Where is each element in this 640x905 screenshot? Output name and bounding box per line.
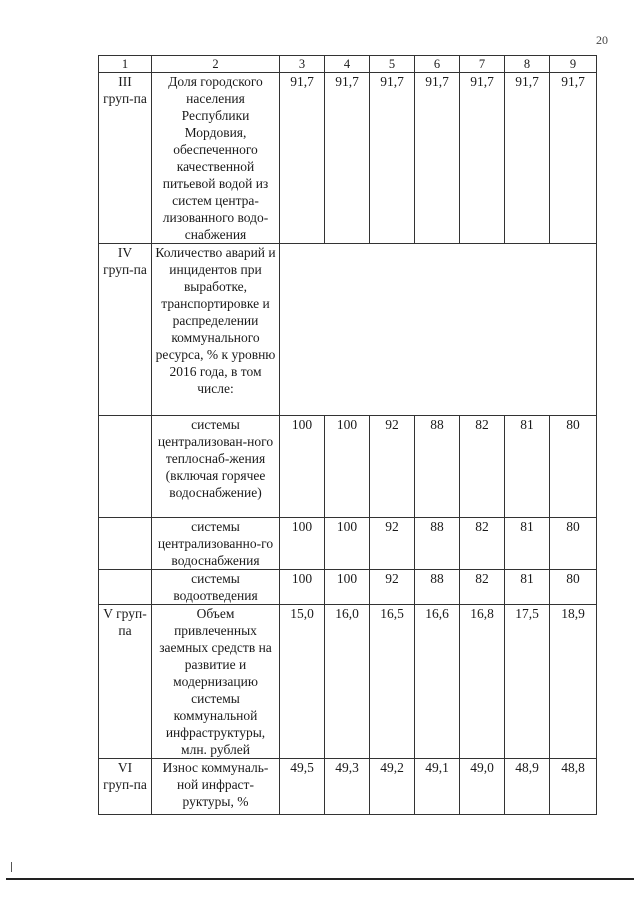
indicators-table xyxy=(98,55,597,815)
value-cell: 100 xyxy=(325,518,370,570)
value-cell: 49,0 xyxy=(460,759,505,815)
value-cell: 17,5 xyxy=(505,605,550,759)
value-cell: 80 xyxy=(550,416,597,518)
value-cell: 82 xyxy=(460,518,505,570)
value-cell: 49,5 xyxy=(280,759,325,815)
value-cell: 92 xyxy=(370,518,415,570)
column-header: 5 xyxy=(370,56,415,73)
group-cell xyxy=(99,570,152,605)
value-cell: 91,7 xyxy=(280,73,325,244)
table-row xyxy=(99,416,597,518)
value-cell: 49,2 xyxy=(370,759,415,815)
value-cell: 91,7 xyxy=(460,73,505,244)
indicator-cell: Износ коммуналь-ной инфраст-руктуры, % xyxy=(152,759,280,815)
value-cell: 91,7 xyxy=(325,73,370,244)
column-header: 2 xyxy=(152,56,280,73)
group-cell xyxy=(99,518,152,570)
table-row xyxy=(99,73,597,244)
value-cell: 91,7 xyxy=(370,73,415,244)
value-cell: 49,3 xyxy=(325,759,370,815)
indicator-cell: системы централизован-ного теплоснаб-жения (включая горячее водоснабжение) xyxy=(152,416,280,518)
column-header: 8 xyxy=(505,56,550,73)
value-cell: 16,5 xyxy=(370,605,415,759)
page-number: 20 xyxy=(596,33,608,47)
column-header: 7 xyxy=(460,56,505,73)
group-cell: VI груп-па xyxy=(99,759,152,815)
value-cell: 88 xyxy=(415,416,460,518)
value-cell: 88 xyxy=(415,570,460,605)
value-cell: 92 xyxy=(370,570,415,605)
value-cell: 91,7 xyxy=(550,73,597,244)
value-cell: 88 xyxy=(415,518,460,570)
value-cell: 82 xyxy=(460,416,505,518)
value-cell: 48,8 xyxy=(550,759,597,815)
column-header: 3 xyxy=(280,56,325,73)
indicator-cell: системы централизованно-го водоснабжения xyxy=(152,518,280,570)
value-cell: 18,9 xyxy=(550,605,597,759)
table-row xyxy=(99,570,597,605)
indicator-cell: Доля городского населения Республики Мордовия, обеспеченного качественной питьевой водой из систем центра-лизованного водо-снабжения xyxy=(152,73,280,244)
value-cell: 16,8 xyxy=(460,605,505,759)
value-cell: 16,0 xyxy=(325,605,370,759)
group-cell: V груп-па xyxy=(99,605,152,759)
value-cell: 80 xyxy=(550,518,597,570)
value-cell: 92 xyxy=(370,416,415,518)
value-cell: 16,6 xyxy=(415,605,460,759)
table-row xyxy=(99,518,597,570)
page-bottom-rule xyxy=(6,878,634,880)
indicator-cell: системы водоотведения xyxy=(152,570,280,605)
group-cell: III груп-па xyxy=(99,73,152,244)
column-header: 4 xyxy=(325,56,370,73)
value-cell: 91,7 xyxy=(415,73,460,244)
value-cell: 100 xyxy=(280,570,325,605)
table-row xyxy=(99,605,597,759)
value-cell: 81 xyxy=(505,518,550,570)
margin-mark xyxy=(11,862,12,872)
empty-values-cell xyxy=(280,244,597,416)
value-cell: 100 xyxy=(280,416,325,518)
group-cell xyxy=(99,416,152,518)
column-header: 1 xyxy=(99,56,152,73)
value-cell: 48,9 xyxy=(505,759,550,815)
value-cell: 81 xyxy=(505,416,550,518)
value-cell: 15,0 xyxy=(280,605,325,759)
value-cell: 82 xyxy=(460,570,505,605)
indicator-cell: Объем привлеченных заемных средств на развитие и модернизацию системы коммунальной инфраструктуры, млн. рублей xyxy=(152,605,280,759)
value-cell: 81 xyxy=(505,570,550,605)
group-cell: IV груп-па xyxy=(99,244,152,416)
column-header: 9 xyxy=(550,56,597,73)
value-cell: 91,7 xyxy=(505,73,550,244)
indicator-cell: Количество аварий и инцидентов при выработке, транспортировке и распределении коммунального ресурса, % к уровню 2016 года, в том числе: xyxy=(152,244,280,416)
table-row xyxy=(99,759,597,815)
table-header-row xyxy=(99,56,597,73)
value-cell: 100 xyxy=(325,416,370,518)
value-cell: 80 xyxy=(550,570,597,605)
value-cell: 49,1 xyxy=(415,759,460,815)
value-cell: 100 xyxy=(325,570,370,605)
column-header: 6 xyxy=(415,56,460,73)
value-cell: 100 xyxy=(280,518,325,570)
table-row xyxy=(99,244,597,416)
